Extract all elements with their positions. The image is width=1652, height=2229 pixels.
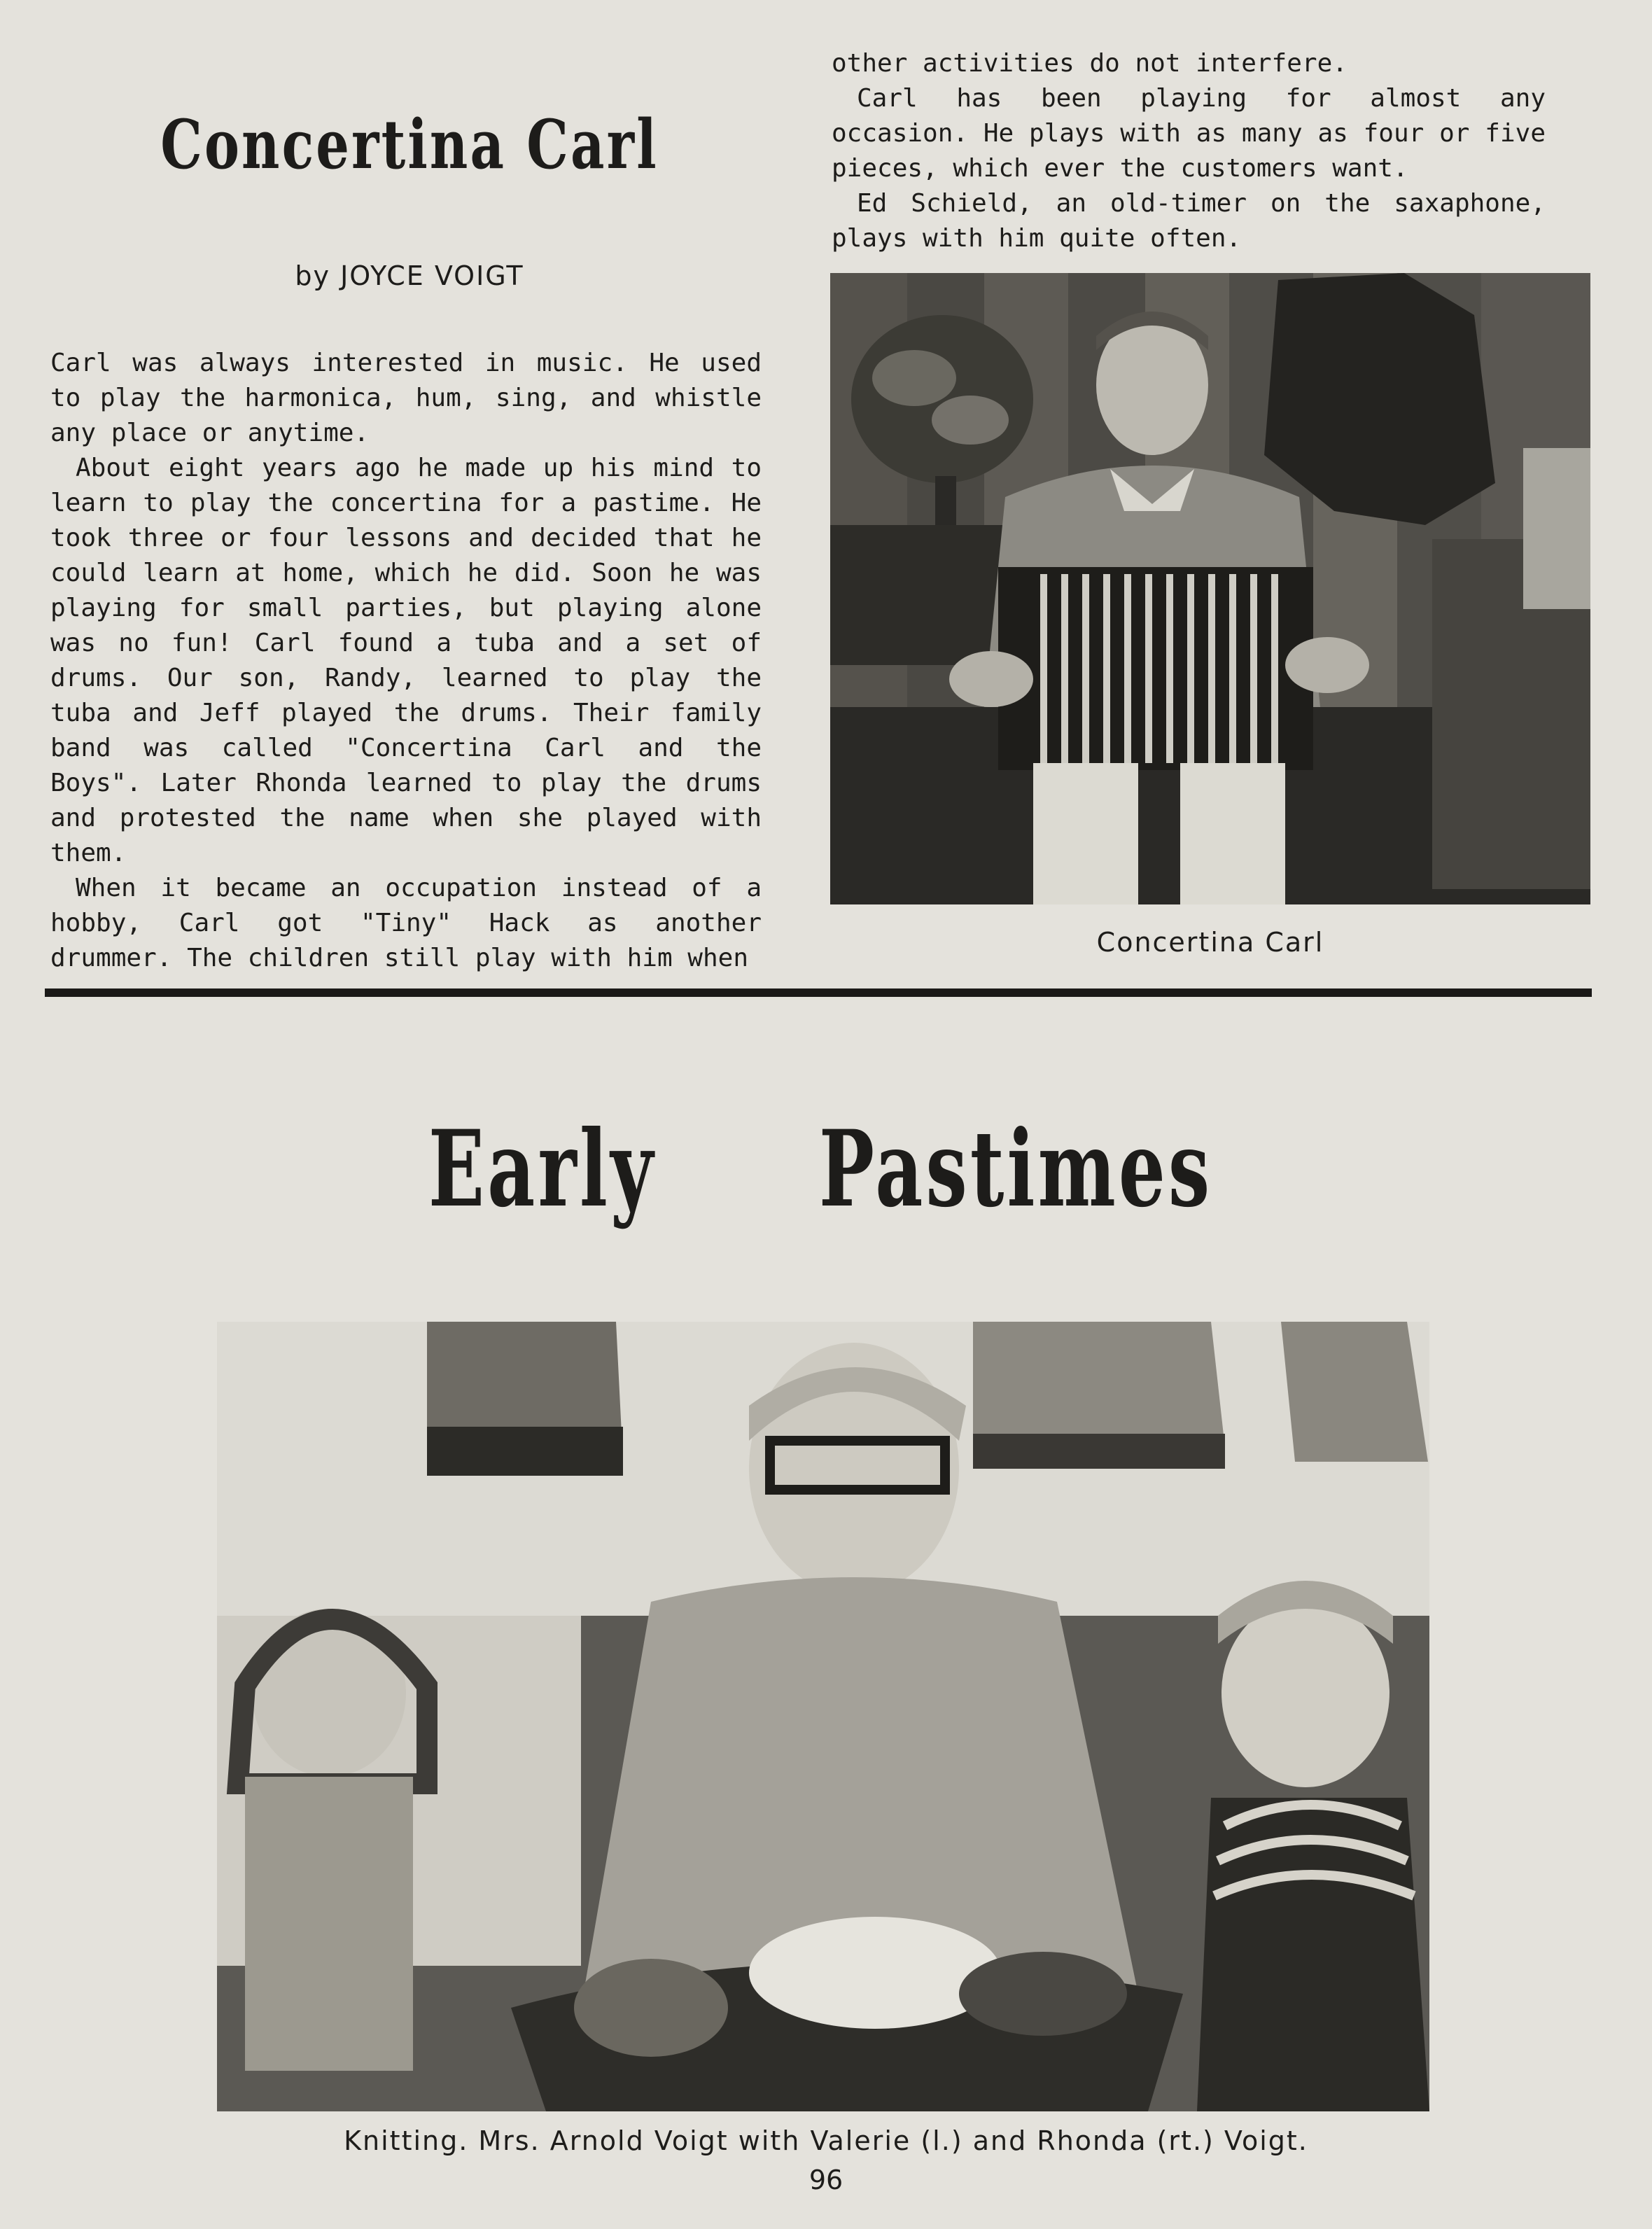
concertina-photo-caption: Concertina Carl	[1096, 927, 1324, 958]
paragraph: About eight years ago he made up his mind to learn to play the concertina for a pastime. He took three or four lessons and decided that he could learn at home, which he did. Soon he was playing for small parties, but playing alone was no fun! Carl found a tuba and a set of drums. Our son, Randy, learned to play the tuba and Jeff played the drums. Their family band was called "Concertina Carl and the Boys". Later Rhonda learned to play the drums and protested the name when she played with them.	[50, 454, 762, 867]
paragraph: When it became an occupation instead of a hobby, Carl got "Tiny" Hack as another drummer. The children still play with him when	[50, 874, 762, 972]
paragraph: Carl has been playing for almost any occasion. He plays with as many as four or five pieces, which ever the customers want.	[832, 84, 1546, 183]
article-title: Concertina Carl	[160, 105, 659, 184]
page-number: 96	[808, 2165, 844, 2195]
article-byline: by JOYCE VOIGT	[295, 260, 524, 291]
paragraph: Ed Schield, an old-timer on the saxaphone, plays with him quite often.	[832, 189, 1546, 253]
section-title-early: Early	[428, 1107, 657, 1231]
concertina-photo	[830, 273, 1590, 904]
knitting-photo	[217, 1322, 1429, 2111]
article-left-column	[50, 346, 762, 976]
section-divider	[45, 988, 1592, 997]
paragraph: Carl was always interested in music. He used to play the harmonica, hum, sing, and whistle any place or anytime.	[50, 349, 762, 447]
section-title-pastimes: Pastimes	[819, 1107, 1213, 1231]
knitting-photo-caption: Knitting. Mrs. Arnold Voigt with Valerie (l.) and Rhonda (rt.) Voigt.	[344, 2125, 1308, 2156]
paragraph: other activities do not interfere.	[832, 49, 1348, 78]
article-right-column	[832, 46, 1546, 256]
